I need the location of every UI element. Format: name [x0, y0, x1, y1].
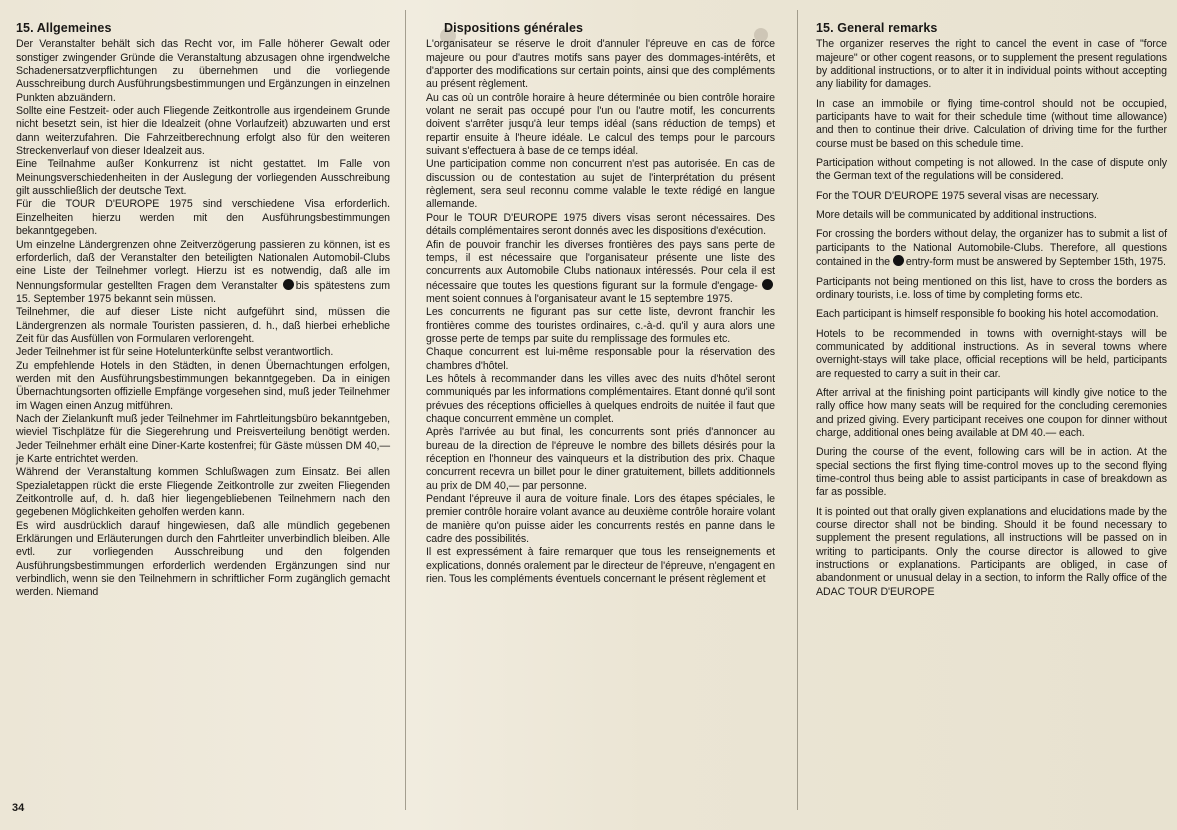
column-divider [797, 10, 798, 810]
english-heading: 15. General remarks [816, 21, 938, 35]
black-dot-icon [283, 279, 294, 290]
paragraph: Für die TOUR D'EUROPE 1975 sind verschiedene Visa erforderlich. Einzelheiten hierzu werden mit den Ausführungsbestimmungen bekanntgegeben. [16, 198, 390, 238]
paragraph: Pour le TOUR D'EUROPE 1975 divers visas seront nécessaires. Des détails complémentaires seront donnés avec les dispositions d'exécution. [426, 211, 775, 238]
black-dot-icon [762, 279, 773, 290]
paragraph: Nach der Zielankunft muß jeder Teilnehmer im Fahrtleitungsbüro bekanntgeben, wieviel Tischplätze für die Siegerehrung und Preisverteilung benötigt werden. Jeder Teilnehmer erhält eine Diner-Karte kostenfrei; für Gäste müssen DM 40,— je Karte entrichtet werden. [16, 412, 390, 465]
paragraph-text: entry-form must be answered by September 15th, 1975. [905, 256, 1166, 269]
paragraph-text: bis spätestens zum 15. September 1975 bekannt sein müssen. [16, 279, 391, 305]
paragraph-text: Um einzelne Ländergrenzen ohne Zeitverzögerung passieren zu können, ist es erforderlich, daß der Veranstalter den beteiligten Nationalen Automobil-Clubs eine Liste der Teilnehmer vorlegt. Hierzu ist es notwendig, daß alle im Nennungsformular gestellten Fragen dem Veranstalter [16, 238, 390, 292]
paragraph: Participation without competing is not allowed. In the case of dispute only the German text of the regulations will be considered. [816, 157, 1167, 183]
black-dot-icon [893, 255, 904, 266]
paragraph: Après l'arrivée au but final, les concurrents sont priés d'annoncer au bureau de la direction de l'épreuve le nombre des billets désirés pour la réception en l'honneur des vainqueurs et la distribution des prix. Chaque concurrent recevra un billet pour le diner gratuitement, billets additionnels au prix de DM 40,— par personne. [426, 426, 775, 492]
german-heading: 15. Allgemeines [16, 21, 112, 35]
paragraph: Chaque concurrent est lui-même responsable pour la réservation des chambres d'hôtel. [426, 346, 775, 372]
paragraph: Eine Teilnahme außer Konkurrenz ist nicht gestattet. Im Falle von Meinungsverschiedenheiten in der Auslegung der vorliegenden Ausschreibung gilt ausschließlich der deutsche Text. [16, 158, 390, 198]
paragraph [426, 239, 775, 307]
paragraph: Il est expressément à faire remarquer que tous les renseignements et explications, donnés oralement par le directeur de l'épreuve, n'engagent en rien. Tous les compléments éventuels concernant le présent règlement et [426, 546, 775, 586]
french-column [426, 22, 775, 586]
paragraph: Each participant is himself responsible fo booking his hotel accomodation. [816, 308, 1159, 321]
paragraph-text: ment soient connues à l'organisateur avant le 15 septembre 1975. [426, 292, 733, 305]
paragraph: Hotels to be recommended in towns with overnight-stays will be communicated by additional instructions. As in several towns where overnight-stays will take place, official receptions will be held, participants are requested to carry a suit in their car. [816, 327, 1167, 380]
paragraph-text: For crossing the borders without delay, the organizer has to submit a list of participants to the National Automobile-Clubs. Therefore, all questions contained in the [816, 228, 1167, 269]
paragraph: Les hôtels à recommander dans les villes avec des nuits d'hôtel seront communiqués par les informations complémentaires. Etant donné qu'il sont prévues des réceptions officielles à quelques endroits de nuitée il faut que chaque concurrent emmène un complet. [426, 372, 775, 425]
paragraph-text: Afin de pouvoir franchir les diverses frontières des pays sans perte de temps, il est nécessaire que l'organisateur présente une liste des concurrents aux Automobile Clubs nationaux intéressés. Pour cela il est nécessaire que toutes les questions figurant sur la formule d'engage- [426, 238, 775, 292]
paragraph: During the course of the event, following cars will be in action. At the special sections the first flying time-control moves up to the second flying time-control thus being able to assist participants in case of breakdown as far as possible. [816, 446, 1167, 499]
page-number: 34 [12, 802, 25, 814]
paragraph: After arrival at the finishing point participants will kindly give notice to the rally office how many seats will be required for the concluding ceremonies and prized giving. Every participant receives one coupon for dinner without charge, additional ones being available at DM 40.— each. [816, 386, 1167, 439]
column-divider [405, 10, 406, 810]
german-column [16, 22, 390, 600]
paragraph: The organizer reserves the right to cancel the event in case of "force majeure" or other cogent reasons, or to supplement the present regulations by additional instructions, or to alter it in individual points without accepting any liability for damages. [816, 38, 1167, 91]
paragraph: Zu empfehlende Hotels in den Städten, in denen Übernachtungen erfolgen, werden mit den Ausführungsbestimmungen bekanntgegeben. Da in einigen Übernachtungsorten offizielle Empfänge vorgesehen sind, muß jeder Teilnehmer im Wagen einen Anzug mitführen. [16, 359, 390, 412]
paragraph: Les concurrents ne figurant pas sur cette liste, devront franchir les frontières comme des touristes ordinaires, c.-à-d. qu'il y aura alors une grosse perte de temps par suite du remplissage des formules etc. [426, 306, 775, 345]
paragraph [16, 239, 390, 307]
english-column [816, 22, 1167, 599]
paragraph: Une participation comme non concurrent n'est pas autorisée. En cas de discussion ou de contestation au sujet de l'interprétation du présent règlement, sera seul reconnu comme valable le texte rédigé en langue allemande. [426, 158, 775, 211]
paragraph: It is pointed out that orally given explanations and elucidations made by the course director shall not be binding. Should it be found necessary to supplement the present regulations, all instructions will be passed on in writing to participants. Only the course director is allowed to give instructions or explanations. Participants are obliged, in case of abandonment or unusual delay in a section, to inform the Rally office of the ADAC TOUR D'EUROPE [816, 505, 1167, 598]
paragraph: Während der Veranstaltung kommen Schlußwagen zum Einsatz. Bei allen Spezialetappen rückt die erste Fliegende Zeitkontrolle zur zweiten Fliegenden Zeitkontrolle auf, d. h. daß hier liegengebliebenen Teilnehmern nach den gegebenen Möglichkeiten geholfen werden kann. [16, 466, 390, 519]
paragraph: Es wird ausdrücklich darauf hingewiesen, daß alle mündlich gegebenen Erklärungen und Erläuterungen durch den Fahrtleiter unverbindlich bleiben. Alle evtl. zur vorliegenden Ausschreibung und den folgenden Ausführungsbestimmungen erforderlich werdenden Ergänzungen sind nur verbindlich, wenn sie den Teilnehmern in schriftlicher Form zugänglich gemacht werden. Niemand [16, 519, 390, 599]
paragraph: Participants not being mentioned on this list, have to cross the borders as ordinary tourists, i.e. loss of time by completing forms etc. [816, 275, 1167, 301]
paragraph: Au cas où un contrôle horaire à heure déterminée ou bien contrôle horaire volant ne serait pas occupé pour l'un ou l'autre motif, les concurrents doivent s'arrêter jusqu'à leur temps idéal (sans réduction de temps) et repartir ensuite à l'heure idéale. Le calcul des temps pour le parcours suivant s'effectuera à base de ce temps idéal. [426, 91, 775, 158]
paragraph: Jeder Teilnehmer ist für seine Hotelunterkünfte selbst verantwortlich. [16, 346, 334, 359]
paragraph [816, 228, 1167, 269]
paragraph: More details will be communicated by additional instructions. [816, 209, 1097, 222]
paragraph: Sollte eine Festzeit- oder auch Fliegende Zeitkontrolle aus irgendeinem Grunde nicht besetzt sein, ist hier die Idealzeit (ohne Vorlaufzeit) abzuwarten und erst dann weiterzufahren. Die Fahrzeitberechnung erfolgt also für den weiteren Streckenverlauf von dieser Idealzeit aus. [16, 105, 390, 158]
paragraph: Der Veranstalter behält sich das Recht vor, im Falle höherer Gewalt oder sonstiger zwingender Gründe die Veranstaltung abzusagen ohne irgendwelche Schadenersatzverpflichtungen zu übernehmen und die vorliegende Ausschreibung durch Ausführungsbestimmungen und Ergänzungen in einzelnen Punkten abzuändern. [16, 38, 390, 104]
french-heading: Dispositions générales [444, 21, 584, 35]
paragraph: L'organisateur se réserve le droit d'annuler l'épreuve en cas de force majeure ou pour d'autres motifs sans payer des dommages-intérêts, et d'apporter des modifications sur certain points, ainsi que des compléments au présent règlement. [426, 38, 775, 91]
paragraph: In case an immobile or flying time-control should not be occupied, participants have to wait for their schedule time (without time allowance) and then to continue their drive. Calculation of driving time for the further course must be based on this schedule time. [816, 97, 1167, 150]
paragraph: Pendant l'épreuve il aura de voiture finale. Lors des étapes spéciales, le premier contrôle horaire volant avance au deuxième contrôle horaire volant de manière qu'on puisse aider les concurrents restés en panne dans le cadre des possibilités. [426, 493, 775, 546]
paragraph: Teilnehmer, die auf dieser Liste nicht aufgeführt sind, müssen die Ländergrenzen als normale Touristen passieren, d. h., daß hierbei erhebliche Zeit für das Ausfüllen von Formularen verlorengeht. [16, 306, 390, 345]
paragraph: For the TOUR D'EUROPE 1975 several visas are necessary. [816, 189, 1100, 202]
